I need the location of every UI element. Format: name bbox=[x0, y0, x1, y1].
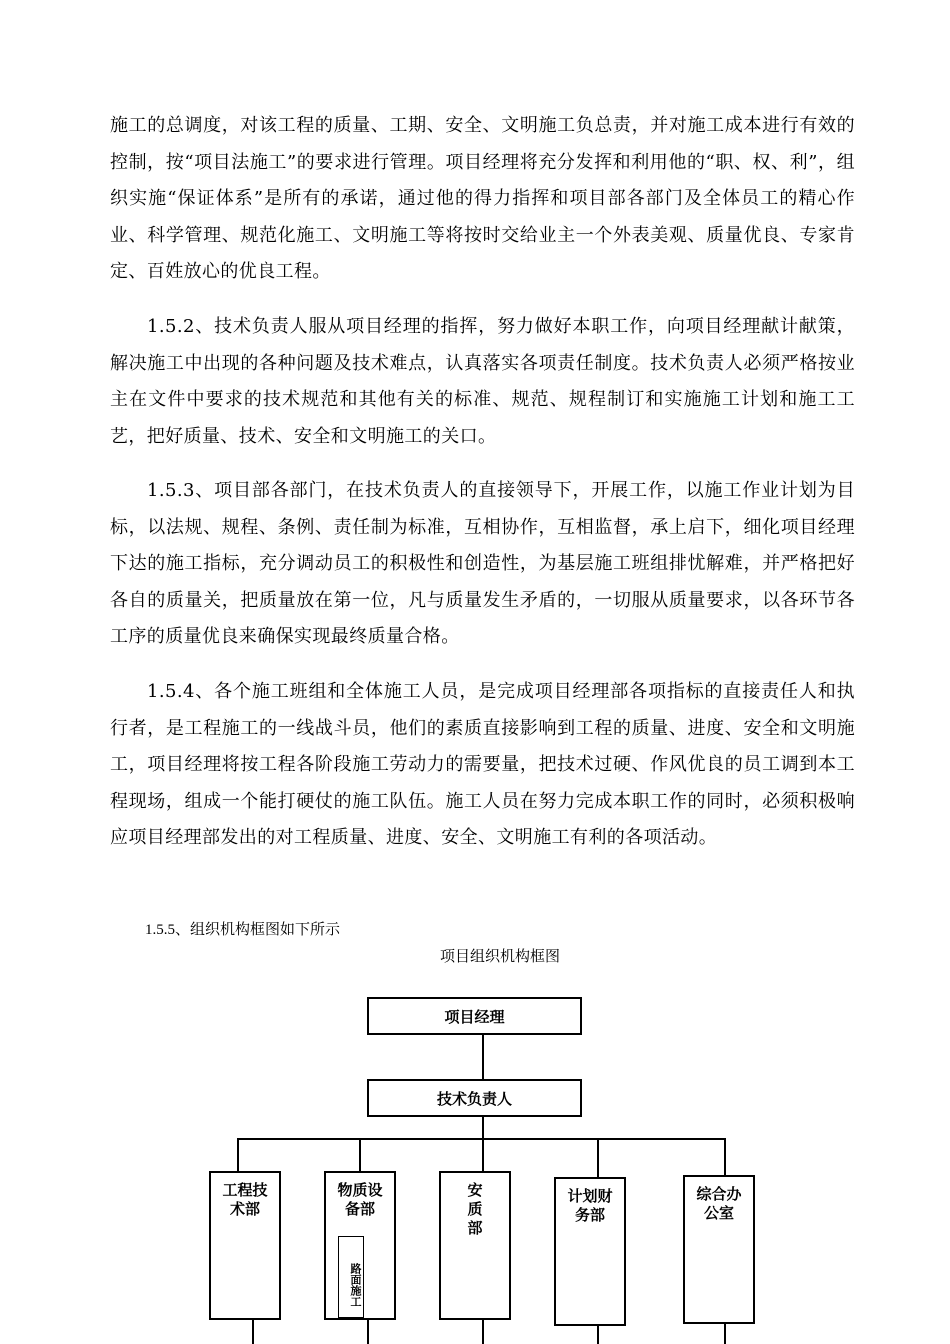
connector-dept-2 bbox=[359, 1138, 361, 1172]
project-manager-box bbox=[367, 997, 582, 1035]
connector-top-second bbox=[482, 1033, 484, 1081]
connector-second-bus bbox=[482, 1115, 484, 1140]
project-manager-label: 项目经理 bbox=[444, 1007, 505, 1026]
section-caption: 1.5.5、组织机构框图如下所示 bbox=[145, 922, 341, 938]
dept-safety-quality-label: 安质部 bbox=[467, 1181, 483, 1237]
paragraph-4: 1.5.4、各个施工班组和全体施工人员，是完成项目经理部各项指标的直接责任人和执行者，是工程施工的一线战斗员，他们的素质直接影响到工程的质量、进度、安全和文明施工，项目经理将按工程各阶段施工劳动力的需要量，把技术过硬、作风优良的员工调到本工程现场，组成一个能打硬仗的施工队伍。施工人员在努力完成本职工作的同时，必须积极响应项目经理部发出的对工程质量、进度、安全、文明施工有利的各项活动。 bbox=[110, 681, 855, 848]
dept-engineering-label: 工程技术部 bbox=[222, 1181, 268, 1218]
connector-down-2 bbox=[367, 1318, 369, 1344]
dept-office-label: 综合办公室 bbox=[696, 1185, 742, 1222]
connector-dept-3 bbox=[482, 1138, 484, 1172]
dept-materials-label: 物质设备部 bbox=[337, 1181, 383, 1218]
chart-title: 项目组织机构框图 bbox=[439, 949, 560, 965]
dept-finance-label: 计划财务部 bbox=[567, 1187, 613, 1224]
technical-lead-label: 技术负责人 bbox=[436, 1089, 512, 1108]
connector-dept-1 bbox=[237, 1138, 239, 1172]
connector-dept-4 bbox=[597, 1138, 599, 1178]
connector-dept-5 bbox=[724, 1138, 726, 1176]
sub-unit-label: 路面施工 bbox=[349, 1263, 362, 1307]
connector-down-3 bbox=[482, 1318, 484, 1344]
connector-down-5 bbox=[724, 1322, 726, 1344]
paragraph-3: 1.5.3、项目部各部门，在技术负责人的直接领导下，开展工作，以施工作业计划为目标，以法规、规程、条例、责任制为标准，互相协作，互相监督，承上启下，细化项目经理下达的施工指标，充分调动员工的积极性和创造性，为基层施工班组排忧解难，并严格把好各自的质量关，把质量放在第一位，凡与质量发生矛盾的，一切服从质量要求，以各环节各工序的质量优良来确保实现最终质量合格。 bbox=[110, 480, 855, 647]
dept-safety-quality bbox=[439, 1171, 511, 1320]
technical-lead-box bbox=[367, 1079, 582, 1117]
paragraph-2: 1.5.2、技术负责人服从项目经理的指挥，努力做好本职工作，向项目经理献计献策，解决施工中出现的各种问题及技术难点，认真落实各项责任制度。技术负责人必须严格按业主在文件中要求的技术规范和其他有关的标准、规范、规程制订和实施施工计划和施工工艺，把好质量、技术、安全和文明施工的关口。 bbox=[110, 316, 855, 447]
dept-office bbox=[683, 1175, 755, 1324]
connector-down-4 bbox=[597, 1324, 599, 1344]
sub-unit-paving bbox=[338, 1236, 364, 1318]
dept-finance bbox=[554, 1177, 626, 1326]
connector-down-1 bbox=[252, 1318, 254, 1344]
dept-engineering bbox=[209, 1171, 281, 1320]
paragraph-1: 施工的总调度，对该工程的质量、工期、安全、文明施工负总责，并对施工成本进行有效的控制，按“项目法施工”的要求进行管理。项目经理将充分发挥和利用他的“职、权、利”，组织实施“保证体系”是所有的承诺，通过他的得力指挥和项目部各部门及全体员工的精心作业、科学管理、规范化施工、文明施工等将按时交给业主一个外表美观、质量优良、专家肯定、百姓放心的优良工程。 bbox=[110, 115, 855, 282]
